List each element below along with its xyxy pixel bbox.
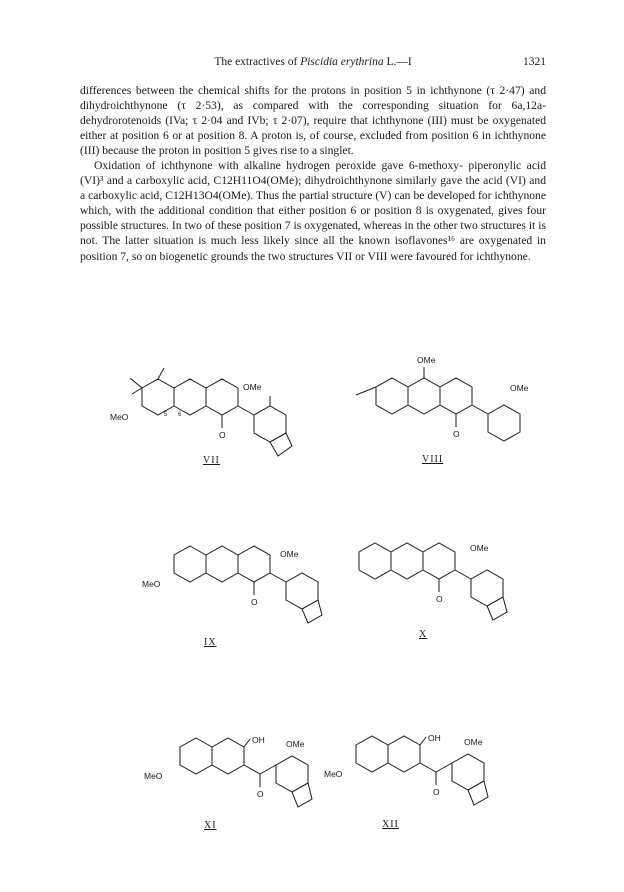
title-species: Piscidia erythrina [300, 56, 384, 68]
oxygen-label: O [433, 787, 440, 797]
oxygen-label: O [436, 594, 443, 604]
structure-label: XII [382, 819, 399, 830]
structure-x [345, 522, 515, 640]
text-line: is, of course, excluded from position 6 in ichthynone (III) because the proton in [80, 129, 546, 158]
title-pre: The extractives of [214, 56, 301, 68]
structure-viii-drawing [362, 357, 532, 467]
structure-viii [362, 357, 532, 467]
ome-group: OMe [417, 355, 436, 365]
ome-group: OMe [280, 549, 299, 559]
meo-group: MeO [142, 579, 161, 589]
structure-vii [110, 358, 318, 468]
oxygen-label: O [219, 430, 226, 440]
text-line: that either position 6 or position 8 is oxygenated, gives four possible structures. In [80, 204, 546, 233]
text-line: situation for 6a,12a-dehydrorotenoids (IVa; τ 2·04 and IVb; τ 2·07), require that [80, 99, 546, 128]
ome-group: OMe [286, 739, 305, 749]
structure-xi-drawing [144, 717, 336, 827]
structure-vii-drawing [110, 358, 318, 468]
structure-label: X [419, 629, 428, 640]
meo-group: MeO [110, 412, 129, 422]
paragraph-2 [80, 158, 546, 263]
meo-group: MeO [324, 769, 343, 779]
page-number: 1321 [523, 56, 546, 68]
structure-ix [142, 525, 330, 648]
text-line: differences between the chemical shifts for the protons in position 5 in ichthynone [80, 84, 482, 97]
text-line: two of these position 7 is oxygenated, whereas in the other two structures it is not. [80, 219, 546, 248]
structure-ix-drawing [142, 525, 330, 645]
structure-label: XI [204, 820, 217, 831]
position-number: 5 [164, 412, 168, 418]
position-number: 6 [178, 412, 182, 418]
meo-group: MeO [144, 771, 163, 781]
text-line: piperonylic acid (VI)³ and a carboxylic acid, C12H11O4(OMe); dihydroichthynone [80, 159, 546, 188]
body-text [80, 83, 546, 264]
text-line: position 5 gives rise to a singlet. [203, 144, 354, 158]
text-line: (τ 2·47) and dihydroichthynone (τ 2·53), as compared with the corresponding [80, 84, 546, 113]
oh-group: OH [252, 735, 265, 745]
text-line: similarly gave the acid (VI) and a carboxylic acid, C12H13O4(OMe). Thus the partial [80, 174, 546, 203]
text-line: The latter situation is much less likely since all the known isoflavones¹⁶ are oxygenated [102, 234, 533, 248]
running-title [80, 56, 546, 68]
structure-label: VII [203, 455, 220, 466]
structure-xi [144, 717, 336, 831]
oxygen-label: O [453, 429, 460, 439]
ome-group: OMe [464, 737, 483, 747]
text-line: in position 7, so on biogenetic grounds the two structures VII or VIII were favoured [80, 234, 546, 263]
oh-group: OH [428, 733, 441, 743]
ome-group: OMe [243, 382, 262, 392]
text-line: ichthynone (III) must be oxygenated either at position 6 or at position 8. A proton [80, 114, 547, 143]
structure-xii [324, 715, 512, 830]
paragraph-1 [80, 83, 546, 158]
oxygen-label: O [251, 597, 258, 607]
structure-x-drawing [345, 522, 515, 632]
text-line: Oxidation of ichthynone with alkaline hydrogen peroxide gave 6-methoxy- [94, 159, 463, 173]
text-line: for ichthynone. [459, 249, 531, 263]
oxygen-label: O [257, 789, 264, 799]
ome-group: OMe [510, 383, 529, 393]
structure-xii-drawing [324, 715, 512, 825]
title-post: L.—I [383, 56, 412, 68]
text-line: structure (V) can be developed for ichthynone which, with the additional condition [80, 189, 546, 218]
structure-label: VIII [422, 454, 444, 465]
structure-label: IX [204, 637, 217, 648]
ome-group: OMe [470, 543, 489, 553]
running-header [80, 56, 546, 72]
